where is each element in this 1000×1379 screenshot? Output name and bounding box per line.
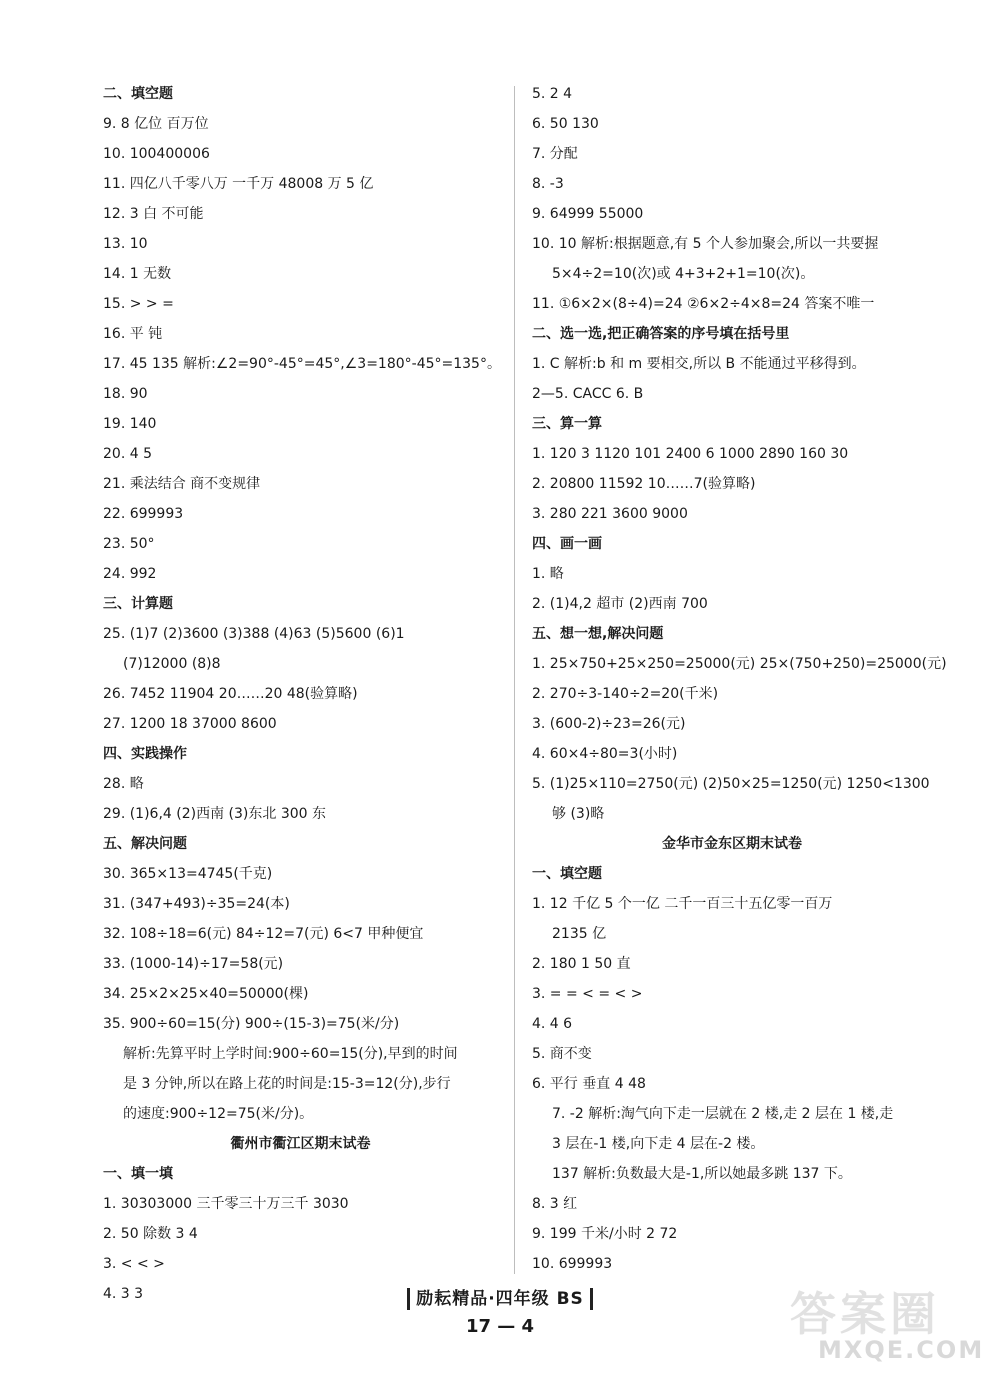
right-answer-line: 1. 120 3 1120 101 2400 6 1000 2890 160 30: [532, 446, 849, 462]
right-answer-line: 5. 商不变: [532, 1046, 592, 1062]
page-number: 17 — 4: [465, 1316, 535, 1337]
left-answer-line: 21. 乘法结合 商不变规律: [103, 476, 261, 492]
right-answer-line: 2. 270÷3-140÷2=20(千米): [532, 686, 719, 702]
right-answer-line: 8. 3 红: [532, 1196, 578, 1212]
left-answer-line: 22. 699993: [103, 506, 184, 522]
watermark: [790, 1278, 990, 1373]
left-answer-continuation: 解析:先算平时上学时间:900÷60=15(分),早到的时间: [123, 1046, 458, 1062]
right-exam-title: 金华市金东区期末试卷: [662, 836, 802, 852]
left-answer-line: 28. 略: [103, 776, 144, 792]
left-answer-line: 1. 30303000 三千零三十万三千 3030: [103, 1196, 349, 1212]
right-column: [532, 80, 947, 1280]
left-answer-line: 35. 900÷60=15(分) 900÷(15-3)=75(米/分): [103, 1016, 400, 1032]
left-answer-line: 3. < < >: [103, 1256, 165, 1272]
right-answer-line: 3. = = < = < >: [532, 986, 643, 1002]
right-answer-line: 1. 25×750+25×250=25000(元) 25×(750+250)=25000(元): [532, 656, 947, 672]
left-answer-line: 19. 140: [103, 416, 157, 432]
left-answer-line: 11. 四亿八千零八万 一千万 48008 万 5 亿: [103, 176, 374, 192]
left-answer-line: 33. (1000-14)÷17=58(元): [103, 956, 284, 972]
right-answer-continuation: 7. -2 解析:淘气向下走一层就在 2 楼,走 2 层在 1 楼,走: [552, 1106, 894, 1122]
right-answer-line: 7. 分配: [532, 146, 578, 162]
right-answer-line: 2. (1)4,2 超市 (2)西南 700: [532, 596, 708, 612]
right-answer-continuation: 137 解析:负数最大是-1,所以她最多跳 137 下。: [552, 1166, 852, 1182]
left-answer-line: 27. 1200 18 37000 8600: [103, 716, 277, 732]
left-answer-line: 13. 10: [103, 236, 148, 252]
left-answer-line: 14. 1 无数: [103, 266, 172, 282]
left-section-heading: 三、计算题: [103, 596, 173, 612]
right-section-heading: 一、填空题: [532, 866, 602, 882]
left-exam-title: 衢州市衢江区期末试卷: [230, 1136, 371, 1152]
left-answer-line: 16. 平 钝: [103, 326, 163, 342]
right-answer-line: 4. 4 6: [532, 1016, 573, 1032]
left-answer-line: 9. 8 亿位 百万位: [103, 116, 209, 132]
right-answer-line: 10. 699993: [532, 1256, 613, 1272]
right-section-heading: 五、想一想,解决问题: [532, 626, 664, 642]
left-answer-line: 29. (1)6,4 (2)西南 (3)东北 300 东: [103, 806, 326, 822]
left-answer-line: 4. 3 3: [103, 1286, 144, 1302]
left-answer-line: 30. 365×13=4745(千克): [103, 866, 273, 882]
right-answer-line: 1. C 解析:b 和 m 要相交,所以 B 不能通过平移得到。: [532, 356, 866, 372]
right-answer-line: 5. 2 4: [532, 86, 573, 102]
right-answer-line: 1. 12 千亿 5 个一亿 二千一百三十五亿零一百万: [532, 896, 833, 912]
watermark-logo-text: 答案圈: [790, 1287, 940, 1341]
left-answer-line: 31. (347+493)÷35=24(本): [103, 896, 290, 912]
left-section-heading: 五、解决问题: [103, 836, 187, 852]
right-answer-line: 2—5. CACC 6. B: [532, 386, 644, 402]
right-answer-line: 2. 20800 11592 10……7(验算略): [532, 476, 756, 492]
left-answer-line: 23. 50°: [103, 536, 155, 552]
left-answer-line: 34. 25×2×25×40=50000(棵): [103, 986, 309, 1002]
left-answer-line: 24. 992: [103, 566, 157, 582]
right-answer-continuation: 3 层在-1 楼,向下走 4 层在-2 楼。: [552, 1136, 765, 1152]
left-answer-line: 32. 108÷18=6(元) 84÷12=7(元) 6<7 甲种便宜: [103, 926, 424, 942]
right-answer-line: 3. 280 221 3600 9000: [532, 506, 688, 522]
right-section-heading: 二、选一选,把正确答案的序号填在括号里: [532, 326, 790, 342]
left-answer-continuation: (7)12000 (8)8: [123, 656, 221, 672]
left-answer-line: 26. 7452 11904 20……20 48(验算略): [103, 686, 358, 702]
right-answer-line: 6. 平行 垂直 4 48: [532, 1076, 646, 1092]
left-answer-line: 10. 100400006: [103, 146, 210, 162]
left-answer-line: 2. 50 除数 3 4: [103, 1226, 198, 1242]
watermark-url: MXQE.COM: [818, 1336, 985, 1364]
right-section-heading: 三、算一算: [532, 416, 602, 432]
left-answer-line: 20. 4 5: [103, 446, 152, 462]
right-answer-continuation: 5×4÷2=10(次)或 4+3+2+1=10(次)。: [552, 266, 815, 282]
column-divider: [514, 86, 515, 1274]
right-answer-line: 9. 64999 55000: [532, 206, 644, 222]
left-answer-line: 15. > > =: [103, 296, 174, 312]
left-section-heading: 一、填一填: [103, 1166, 173, 1182]
left-section-heading: 二、填空题: [103, 86, 173, 102]
left-answer-line: 12. 3 白 不可能: [103, 206, 204, 222]
left-answer-line: 17. 45 135 解析:∠2=90°-45°=45°,∠3=180°-45°=135°。: [103, 356, 501, 372]
right-answer-line: 9. 199 千米/小时 2 72: [532, 1226, 678, 1242]
right-answer-line: 3. (600-2)÷23=26(元): [532, 716, 686, 732]
right-answer-line: 1. 略: [532, 566, 564, 582]
right-answer-line: 6. 50 130: [532, 116, 599, 132]
right-answer-line: 8. -3: [532, 176, 564, 192]
right-answer-line: 5. (1)25×110=2750(元) (2)50×25=1250(元) 1250<1300: [532, 776, 930, 792]
right-answer-line: 2. 180 1 50 直: [532, 956, 631, 972]
right-answer-line: 10. 10 解析:根据题意,有 5 个人参加聚会,所以一共要握: [532, 236, 879, 252]
right-answer-continuation: 够 (3)略: [552, 806, 605, 822]
left-answer-line: 25. (1)7 (2)3600 (3)388 (4)63 (5)5600 (6)1: [103, 626, 405, 642]
left-answer-continuation: 的速度:900÷12=75(米/分)。: [123, 1106, 314, 1122]
left-section-heading: 四、实践操作: [103, 746, 187, 762]
right-answer-line: 11. ①6×2×(8÷4)=24 ②6×2÷4×8=24 答案不唯一: [532, 296, 875, 312]
right-answer-line: 4. 60×4÷80=3(小时): [532, 746, 678, 762]
right-answer-continuation: 2135 亿: [552, 926, 607, 942]
left-answer-continuation: 是 3 分钟,所以在路上花的时间是:15-3=12(分),步行: [123, 1076, 451, 1092]
brand-label: 励耘精品·四年级 BS: [407, 1288, 593, 1310]
left-answer-line: 18. 90: [103, 386, 148, 402]
right-section-heading: 四、画一画: [532, 536, 602, 552]
